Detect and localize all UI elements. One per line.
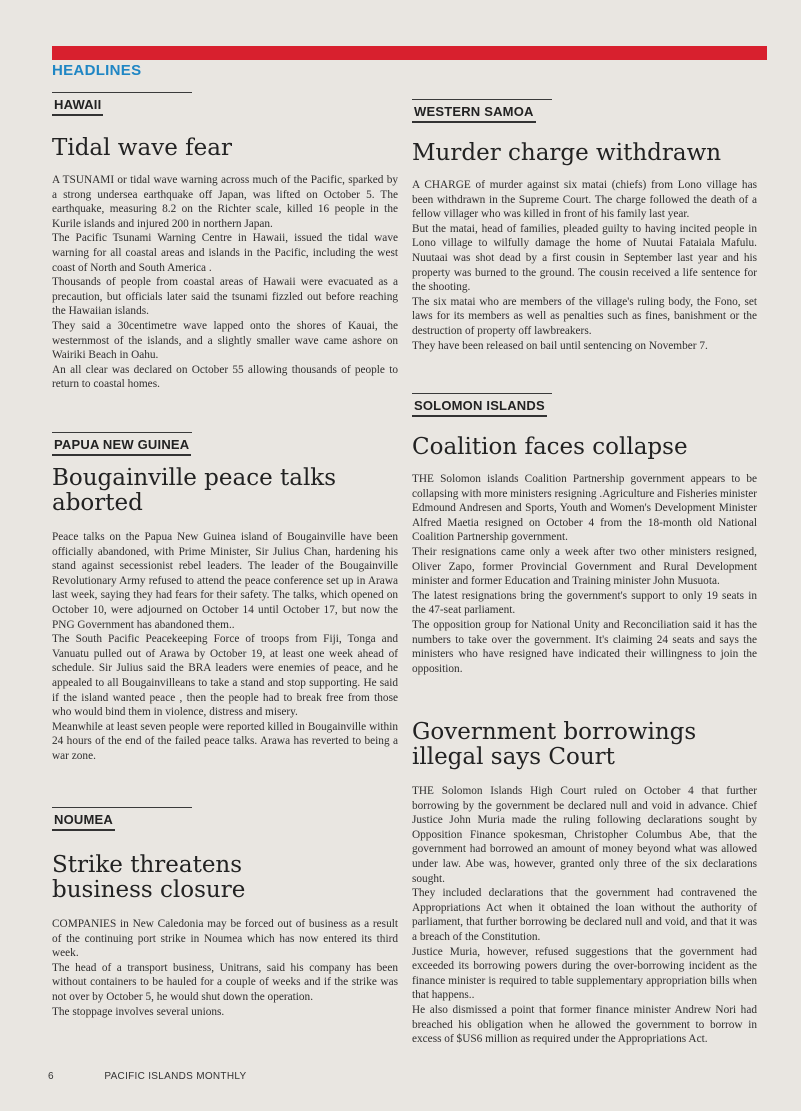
headline: Coalition faces collapse [412,434,688,460]
paragraph: A TSUNAMI or tidal wave warning across much of the Pacific, sparked by a strong undersea earthquake off Japan, was lifted on October 5. The earthquake, measuring 8.2 on the Richter scale, killed 16 people in the Kurile islands and injured 200 in northern Japan. [52,174,398,230]
paragraph: The South Pacific Peacekeeping Force of troops from Fiji, Tonga and Vanuatu pulled out of Arawa by October 19, at least one week ahead of schedule. Sir Julius said the BRA leaders were enemies of peace, and he appealed to all Bougainvilleans to take a stand and stop supporting. He said if the island wanted peace , then the people had to break free from those who would bind them in violence, distress and misery. [52,633,398,719]
page-footer [48,1071,246,1082]
paragraph: THE Solomon Islands High Court ruled on October 4 that further borrowing by the government be declared null and void in advance. Chief Justice John Muria made the ruling following declarations sought by Opposition Finance spokesman, Christopher Columbus Abe, that the government had borrowed an amount of money beyond what was allowed under law. Abe was, however, granted only three of the six declarations sought. [412,785,757,885]
article-body [52,173,398,392]
headline: Strike threatens business closure [52,852,246,903]
article-western-samoa [412,99,757,353]
paragraph: The stoppage involves several unions. [52,1005,225,1018]
paragraph: The opposition group for National Unity and Reconciliation said it has the numbers to take over the government. It's claiming 24 seats and says the ministers who have resigned have indicated their willingness to join the opposition. [412,618,757,675]
article-government-borrowings [412,720,757,1047]
left-column [52,0,398,1060]
headline: Government borrowings illegal says Court [412,719,697,770]
article-body [412,784,757,1047]
paragraph: But the matai, head of families, pleaded guilty to having incited people in Lono village to wilfully damage the home of Nuutai Fataiala Mafulu. Nuutaai was shot dead by a first cousin in September last year and his property was burned to the ground. The cousin received a life sentence for the shooting. [412,222,757,294]
article-tag: WESTERN SAMOA [412,104,536,123]
article-body [52,917,398,1019]
publication-name: PACIFIC ISLANDS MONTHLY [104,1071,247,1082]
tag-top-rule [52,807,192,808]
article-hawaii [52,92,398,392]
page-number: 6 [48,1071,54,1082]
paragraph: Thousands of people from coastal areas of Hawaii were evacuated as a precaution, but officials later said the tsunami fizzled out before reaching the Hawaiian islands. [52,276,398,318]
article-png [52,432,398,764]
article-solomon-islands [412,393,757,676]
paragraph: The latest resignations bring the government's support to only 19 seats in the 47-seat parliament. [412,589,757,617]
paragraph: The six matai who are members of the village's ruling body, the Fono, set laws for its members as well as penalties such as fines, banishment or the destruction of property off lawbreakers. [412,295,757,337]
paragraph: Peace talks on the Papua New Guinea island of Bougainville have been officially abandoned, with Prime Minister, Sir Julius Chan, hardening his stand against secessionist rebel leaders. The leader of the Bougainville Revolutionary Army refused to attend the peace conference set up in Arawa last week, saying they had fears for their safety. The talks, which opened on October 10, were adjourned on October 14 until October 17, but now the PNG Government has abandoned them.. [52,531,398,631]
article-body [412,178,757,353]
tag-top-rule [412,393,552,394]
tag-top-rule [52,432,192,433]
right-column [412,0,757,1060]
paragraph: The head of a transport business, Unitrans, said his company has been without containers to be hauled for a couple of weeks and if the strike was not over by October 5, he would shut down the operation. [52,961,398,1003]
paragraph: A CHARGE of murder against six matai (chiefs) from Lono village has been withdrawn in the Supreme Court. The charge followed the death of a fellow villager who was killed in front of his family last year. [412,179,757,221]
article-tag: HAWAII [52,97,103,116]
article-body [412,472,757,676]
paragraph: Meanwhile at least seven people were reported killed in Bougainville within 24 hours of the end of the failed peace talks. Arawa has reverted to being a war zone. [52,720,398,762]
headline: Tidal wave fear [52,135,232,161]
article-noumea [52,807,398,1019]
article-tag: PAPUA NEW GUINEA [52,437,191,456]
paragraph: They included declarations that the government had contravened the Appropriations Act when it obtained the loan without the authority of parliament, that further borrowing be declared null and void, and that it was a breach of the Constitution. [412,887,757,943]
paragraph: They have been released on bail until sentencing on November 7. [412,339,708,352]
paragraph: Justice Muria, however, refused suggestions that the government had exceeded its borrowing powers during the over-borrowing incident as the finance minister is required to table supplementary appropriation bills when that happens.. [412,945,757,1002]
section-title: HEADLINES [52,62,142,79]
tag-top-rule [412,99,552,100]
article-tag: SOLOMON ISLANDS [412,398,547,417]
headline: Murder charge withdrawn [412,140,722,166]
paragraph: He also dismissed a point that former finance minister Andrew Nori had breached his obligation when he allowed the government to borrow in excess of $US6 million as required under the Appropriations Act. [412,1003,757,1046]
tag-top-rule [52,92,192,93]
paragraph: COMPANIES in New Caledonia may be forced out of business as a result of the continuing port strike in Noumea which has now entered its third week. [52,918,398,960]
headline: Bougainville peace talks aborted [52,465,337,516]
paragraph: Their resignations came only a week after two other ministers resigned, Oliver Zapo, former Provincial Government and Rural Development minister and former Education and Training minister John Musuota. [412,545,757,588]
article-tag: NOUMEA [52,812,115,831]
paragraph: The Pacific Tsunami Warning Centre in Hawaii, issued the tidal wave warning for all coastal areas and islands in the Pacific, including the west coast of North and South America . [52,232,398,274]
paragraph: An all clear was declared on October 55 allowing thousands of people to return to coastal homes. [52,363,398,391]
paragraph: THE Solomon islands Coalition Partnership government appears to be collapsing with more ministers resigning .Agriculture and Fisheries minister Edmound Andresen and Sports, Youth and Women's Development Minister Alfred Maetia resigned on October 4 from the 18-month old National Coalition Partnership government. [412,473,757,544]
paragraph: They said a 30centimetre wave lapped onto the shores of Kauai, the westernmost of the islands, and a slightly smaller wave came ashore on Wairiki Beach in Oahu. [52,319,398,362]
article-body [52,530,398,764]
